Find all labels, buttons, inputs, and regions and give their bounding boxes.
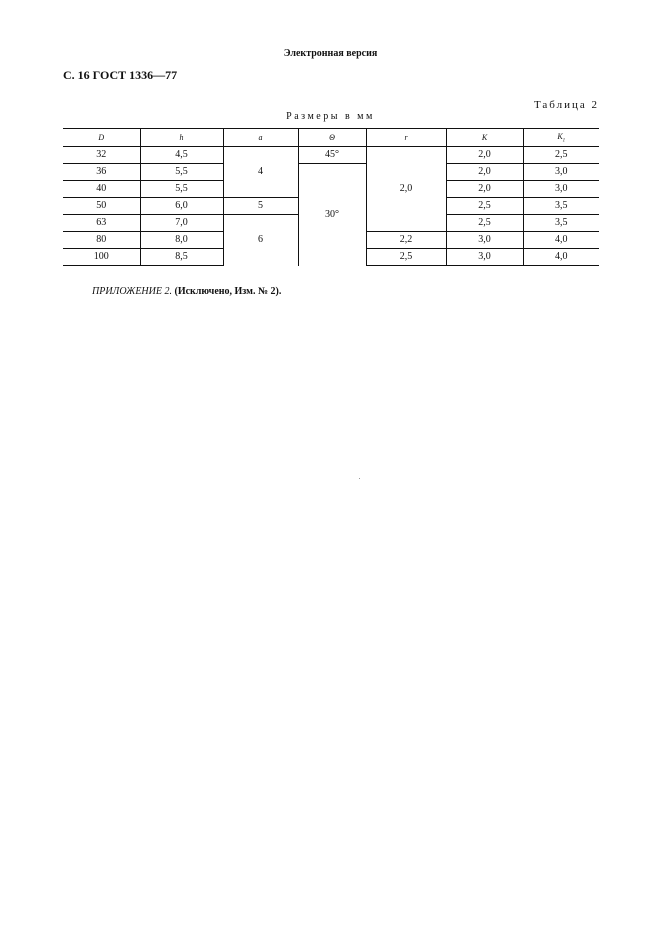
cell-h: 8,5 (140, 249, 223, 266)
cell-D: 50 (63, 198, 140, 215)
cell-K1: 3,5 (523, 198, 599, 215)
cell-h: 5,5 (140, 164, 223, 181)
cell-a: 4 (223, 147, 298, 198)
cell-D: 80 (63, 232, 140, 249)
cell-r: 2,2 (366, 232, 446, 249)
table-number: Таблица 2 (533, 99, 599, 111)
cell-D: 40 (63, 181, 140, 198)
cell-D: 63 (63, 215, 140, 232)
header-h: h (140, 129, 223, 147)
edition-label: Электронная версия (283, 48, 378, 59)
units-caption: Размеры в мм (286, 111, 375, 122)
cell-K: 2,0 (446, 164, 523, 181)
cell-K: 2,5 (446, 215, 523, 232)
cell-D: 32 (63, 147, 140, 164)
cell-r: 2,5 (366, 249, 446, 266)
cell-K: 3,0 (446, 249, 523, 266)
cell-h: 5,5 (140, 181, 223, 198)
appendix-label: ПРИЛОЖЕНИЕ 2. (92, 286, 172, 297)
cell-D: 100 (63, 249, 140, 266)
table-header-row (63, 129, 599, 147)
cell-theta: 30° (298, 164, 366, 266)
header-r: r (366, 129, 446, 147)
cell-K1: 2,5 (523, 147, 599, 164)
cell-K1: 3,5 (523, 215, 599, 232)
cell-K: 3,0 (446, 232, 523, 249)
cell-h: 4,5 (140, 147, 223, 164)
cell-a: 6 (223, 215, 298, 266)
header-a: a (223, 129, 298, 147)
cell-theta: 45° (298, 147, 366, 164)
table-row (63, 147, 599, 164)
appendix-note (92, 286, 281, 297)
appendix-text: (Исключено, Изм. № 2). (174, 286, 282, 297)
header-K1: $K_1$ (523, 129, 599, 147)
cell-a: 5 (223, 198, 298, 215)
header-K: K (446, 129, 523, 147)
cell-h: 6,0 (140, 198, 223, 215)
cell-K1: 3,0 (523, 164, 599, 181)
header-D: D (63, 129, 140, 147)
cell-K1: 4,0 (523, 249, 599, 266)
cell-h: 8,0 (140, 232, 223, 249)
cell-K: 2,0 (446, 181, 523, 198)
cell-K: 2,5 (446, 198, 523, 215)
cell-K1: 3,0 (523, 181, 599, 198)
header-theta: Θ (298, 129, 366, 147)
cell-K1: 4,0 (523, 232, 599, 249)
cell-D: 36 (63, 164, 140, 181)
dimensions-table (63, 128, 599, 266)
page-header: С. 16 ГОСТ 1336—77 (63, 68, 178, 82)
cell-r: 2,0 (366, 147, 446, 232)
table-row (63, 164, 599, 181)
scan-speck (359, 478, 360, 479)
cell-h: 7,0 (140, 215, 223, 232)
cell-K: 2,0 (446, 147, 523, 164)
